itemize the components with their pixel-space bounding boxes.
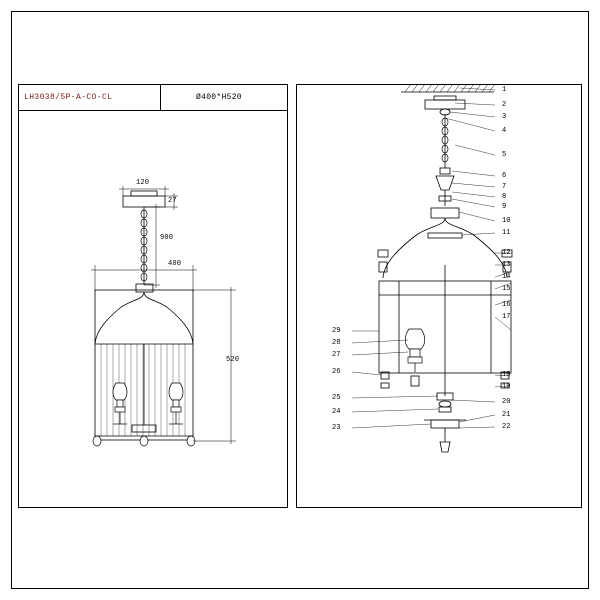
dimension-canopy-height: 27: [168, 197, 177, 205]
part-number: 16: [502, 301, 511, 309]
part-number: 24: [332, 408, 341, 416]
part-number: 11: [502, 229, 511, 237]
dimension-canopy-width: 120: [136, 179, 150, 187]
part-number: 25: [332, 394, 341, 402]
part-number: 20: [502, 398, 511, 406]
overall-dimensions-label: Ø400*H520: [196, 93, 242, 102]
part-number: 22: [502, 423, 511, 431]
part-number: 2: [502, 101, 507, 109]
part-number: 13: [502, 261, 511, 269]
dimension-chain-drop: 900: [160, 234, 174, 242]
part-number: 29: [332, 327, 341, 335]
part-number: 7: [502, 183, 507, 191]
part-number: 21: [502, 411, 511, 419]
part-number: 28: [332, 339, 341, 347]
part-number: 1: [502, 86, 507, 94]
model-code-label: LH3038/5P-A-CO-CL: [24, 93, 113, 102]
part-number: 4: [502, 127, 507, 135]
part-number: 27: [332, 351, 341, 359]
part-number: 26: [332, 368, 341, 376]
part-number: 8: [502, 193, 507, 201]
part-number: 12: [502, 249, 511, 257]
part-number: 3: [502, 113, 507, 121]
part-number: 15: [502, 285, 511, 293]
part-number: 9: [502, 203, 507, 211]
part-number: 5: [502, 151, 507, 159]
part-number: 18: [502, 371, 511, 379]
part-number: 17: [502, 313, 511, 321]
part-number: 19: [502, 383, 511, 391]
dimension-body-height: 520: [226, 356, 240, 364]
part-number: 23: [332, 424, 341, 432]
part-number: 10: [502, 217, 511, 225]
part-number: 14: [502, 273, 511, 281]
part-number: 6: [502, 172, 507, 180]
dimension-body-width: 400: [168, 260, 182, 268]
